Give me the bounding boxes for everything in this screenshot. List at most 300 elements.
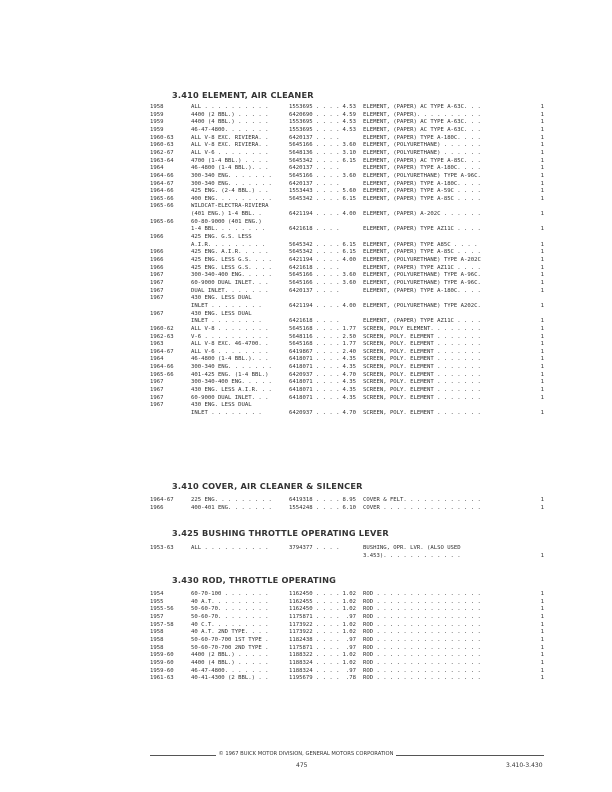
quantity-cell: 1 <box>540 157 544 164</box>
price-cell: 4.53 <box>342 104 356 110</box>
part-number-cell: 1188324 . . . . <box>289 667 340 674</box>
table-row <box>0 637 612 645</box>
year-cell: 1959-60 <box>150 659 174 666</box>
part-number-cell: 1188322 . . . . <box>289 652 340 659</box>
quantity-cell: 1 <box>540 165 544 172</box>
quantity-cell: 1 <box>540 142 544 149</box>
year-cell: 1955 <box>150 598 164 605</box>
year-cell: 1960-63 <box>150 134 174 141</box>
table-row <box>0 127 612 135</box>
quantity-cell: 1 <box>540 249 544 256</box>
table-row <box>0 211 612 219</box>
part-description-cell: COVER . . . . . . . . . . . . . . . <box>363 504 481 511</box>
year-cell: 1967 <box>150 379 164 386</box>
part-description-cell: ROD . . . . . . . . . . . . . . . . <box>363 598 481 605</box>
description-cell: 46-4800 (1-4 BBL.). . . <box>191 356 269 363</box>
part-number-cell: 1553695 . . . . <box>289 119 340 126</box>
table-row <box>0 326 612 334</box>
year-cell: 1967 <box>150 287 164 294</box>
part-description-cell: SCREEN, POLY. ELEMENT . . . . . . . <box>363 333 481 340</box>
year-cell: 1964-66 <box>150 188 174 195</box>
price-cell: .97 <box>345 636 356 643</box>
part-number-cell: 1173922 . . . . <box>289 629 340 636</box>
description-cell: ALL . . . . . . . . . . <box>191 104 269 110</box>
price-cell: 2.50 <box>342 333 356 340</box>
description-cell: 50-60-70. . . . . . . . <box>191 606 269 613</box>
description-cell: 4700 (1-4 BBL.) . . . . <box>191 157 269 164</box>
price-cell: 3.10 <box>342 149 356 156</box>
year-cell: 1966 <box>150 249 164 256</box>
part-number-cell: 5645342 . . . . <box>289 157 340 164</box>
part-number-cell: 5645342 . . . . <box>289 249 340 256</box>
table-row <box>0 165 612 173</box>
part-description-cell: ROD . . . . . . . . . . . . . . . . <box>363 629 481 636</box>
description-cell: 4400 (4 BBL.) . . . . . <box>191 659 269 666</box>
part-description-cell: ELEMENT, (PAPER) TYPE AZ11C . . . . <box>363 264 481 271</box>
price-cell: 4.00 <box>342 302 356 309</box>
price-cell: .97 <box>345 644 356 651</box>
year-cell: 1959-60 <box>150 652 174 659</box>
description-cell: ALL V-8 EXC. 46-4700. . <box>191 341 269 348</box>
quantity-cell: 1 <box>540 264 544 271</box>
part-description-cell: ROD . . . . . . . . . . . . . . . . <box>363 667 481 674</box>
description-cell: 40 C.T. . . . . . . . . <box>191 621 269 628</box>
description-cell: 1-4 BBL. . . . . . . . <box>191 226 266 233</box>
price-cell: 1.02 <box>342 606 356 613</box>
part-number-cell: 1188324 . . . . <box>289 659 340 666</box>
quantity-cell: 1 <box>540 211 544 218</box>
table-row <box>0 158 612 166</box>
part-number-cell: 5645342 . . . . <box>289 195 340 202</box>
year-cell: 1967 <box>150 387 164 394</box>
description-cell: 300-340 ENG. . . . . . . <box>191 180 272 187</box>
table-row <box>0 497 612 505</box>
table-row <box>0 652 612 660</box>
part-description-cell: ROD . . . . . . . . . . . . . . . . <box>363 644 481 651</box>
part-description-cell: ELEMENT, (PAPER) TYPE AZ11C . . . . <box>363 226 481 233</box>
price-cell: 4.00 <box>342 257 356 263</box>
description-cell: 430 ENG. LESS A.I.R. . . <box>191 387 272 394</box>
year-cell: 1959 <box>150 111 164 118</box>
quantity-cell: 1 <box>540 387 544 394</box>
year-cell: 1964-66 <box>150 364 174 371</box>
part-description-cell: ELEMENT, (POLYURETHANE) . . . . . . <box>363 149 481 156</box>
table-row <box>0 181 612 189</box>
table-row <box>0 591 612 599</box>
part-number-cell: 6418071 . . . . <box>289 387 340 394</box>
price-cell: 4.35 <box>342 356 356 363</box>
description-cell: 40 A.T. . . . . . . . . <box>191 598 269 605</box>
quantity-cell: 1 <box>540 659 544 666</box>
table-row <box>0 356 612 364</box>
year-cell: 1964-67 <box>150 348 174 355</box>
year-cell: 1966 <box>150 264 164 271</box>
part-number-cell: 6420137 . . . . <box>289 165 340 172</box>
description-cell: ALL V-8 . . . . . . . . <box>191 325 269 332</box>
description-cell: 50-60-70-700 2ND TYPE . <box>191 644 269 651</box>
quantity-cell: 1 <box>540 621 544 628</box>
year-cell: 1967 <box>150 295 164 302</box>
quantity-cell: 1 <box>540 552 544 559</box>
quantity-cell: 1 <box>540 348 544 355</box>
description-cell: 425 ENG. (2-4 BBL.) . . <box>191 188 269 195</box>
quantity-cell: 1 <box>540 613 544 620</box>
year-cell: 1967 <box>150 394 164 401</box>
part-description-cell: ROD . . . . . . . . . . . . . . . . <box>363 591 481 597</box>
quantity-cell: 1 <box>540 356 544 363</box>
quantity-cell: 1 <box>540 636 544 643</box>
part-description-cell: ELEMENT, (PAPER). . . . . . . . . . <box>363 111 481 118</box>
part-number-cell: 1195679 . . . . <box>289 675 340 682</box>
price-cell: 1.77 <box>342 325 356 332</box>
part-number-cell: 5645166 . . . . <box>289 172 340 179</box>
part-number-cell: 6418071 . . . . <box>289 394 340 401</box>
description-cell: ALL V-6 . . . . . . . . <box>191 348 269 355</box>
table-row <box>0 402 612 410</box>
description-cell: INLET . . . . . . . . <box>191 318 262 325</box>
price-cell: 4.00 <box>342 211 356 218</box>
table-row <box>0 272 612 280</box>
year-cell: 1966 <box>150 257 164 263</box>
price-cell: 3.60 <box>342 172 356 179</box>
part-number-cell: 5648116 . . . . <box>289 333 340 340</box>
part-number-cell: 6421194 . . . . <box>289 211 340 218</box>
description-cell: 50-60-70-700 1ST TYPE . <box>191 636 269 643</box>
year-cell: 1954 <box>150 591 164 597</box>
footer-copyright: © 1967 BUICK MOTOR DIVISION, GENERAL MOTORS CORPORATION <box>218 751 394 757</box>
price-cell: 4.53 <box>342 126 356 133</box>
quantity-cell: 1 <box>540 318 544 325</box>
quantity-cell: 1 <box>540 325 544 332</box>
quantity-cell: 1 <box>540 598 544 605</box>
year-cell: 1964-67 <box>150 497 174 503</box>
part-number-cell: 1162455 . . . . <box>289 598 340 605</box>
year-cell: 1958 <box>150 636 164 643</box>
part-description-cell: ELEMENT, (PAPER) TYPE A-59C . . . . <box>363 188 481 195</box>
description-cell: WILDCAT-ELECTRA-RIVIERA <box>191 203 269 210</box>
part-number-cell: 5645168 . . . . <box>289 341 340 348</box>
table-row <box>0 599 612 607</box>
part-description-cell: ELEMENT, (POLYURETHANE) TYPE A-96C. <box>363 272 481 279</box>
price-cell: 4.35 <box>342 387 356 394</box>
price-cell: 5.60 <box>342 188 356 195</box>
part-description-cell: SCREEN, POLY. ELEMENT . . . . . . . <box>363 394 481 401</box>
price-cell: 1.02 <box>342 659 356 666</box>
part-number-cell: 5645166 . . . . <box>289 272 340 279</box>
part-description-cell: ELEMENT, (PAPER) TYPE A-85C . . . . <box>363 249 481 256</box>
table-row <box>0 311 612 319</box>
quantity-cell: 1 <box>540 652 544 659</box>
quantity-cell: 1 <box>540 333 544 340</box>
table-row <box>0 614 612 622</box>
table-row <box>0 660 612 668</box>
price-cell: 1.02 <box>342 621 356 628</box>
quantity-cell: 1 <box>540 226 544 233</box>
table-row <box>0 234 612 242</box>
part-number-cell: 1553695 . . . . <box>289 126 340 133</box>
part-description-cell: ELEMENT, (PAPER) TYPE A-85C . . . . <box>363 195 481 202</box>
quantity-cell: 1 <box>540 134 544 141</box>
table-row <box>0 288 612 296</box>
quantity-cell: 1 <box>540 629 544 636</box>
part-description-cell: ROD . . . . . . . . . . . . . . . . <box>363 606 481 613</box>
part-description-cell: ELEMENT, (POLYURETHANE) TYPE A-96C. <box>363 279 481 286</box>
part-number-cell: 1162450 . . . . <box>289 591 340 597</box>
description-cell: A.I.R. . . . . . . . . <box>191 241 266 248</box>
price-cell: 1.02 <box>342 629 356 636</box>
year-cell: 1962-63 <box>150 333 174 340</box>
part-description-cell: ELEMENT, (POLYURETHANE) . . . . . . <box>363 142 481 149</box>
part-description-cell: SCREEN, POLY. ELEMENT . . . . . . . <box>363 379 481 386</box>
quantity-cell: 1 <box>540 126 544 133</box>
table-row <box>0 372 612 380</box>
part-number-cell: 6421194 . . . . <box>289 257 340 263</box>
part-description-cell: SCREEN, POLY. ELEMENT . . . . . . . <box>363 341 481 348</box>
table-row <box>0 545 612 553</box>
table-row <box>0 645 612 653</box>
description-cell: 46-4800 (1-4 BBL.). . . <box>191 165 269 172</box>
part-description-cell: ELEMENT, (PAPER) AC TYPE A-85C. . . <box>363 157 481 164</box>
quantity-cell: 1 <box>540 172 544 179</box>
part-description-cell: ROD . . . . . . . . . . . . . . . . <box>363 621 481 628</box>
year-cell: 1967 <box>150 279 164 286</box>
price-cell: .97 <box>345 667 356 674</box>
year-cell: 1957 <box>150 613 164 620</box>
part-number-cell: 6419867 . . . . <box>289 348 340 355</box>
year-cell: 1964-67 <box>150 180 174 187</box>
part-description-cell: ELEMENT, (PAPER) A-202C . . . . . . <box>363 211 481 218</box>
price-cell: 4.35 <box>342 394 356 401</box>
part-number-cell: 1175871 . . . . <box>289 644 340 651</box>
price-cell: 3.60 <box>342 279 356 286</box>
part-description-cell: ELEMENT, (PAPER) TYPE A85C . . . . <box>363 241 478 248</box>
price-cell: 6.15 <box>342 249 356 256</box>
description-cell: 225 ENG. . . . . . . . . <box>191 497 272 503</box>
description-cell: INLET . . . . . . . . <box>191 302 262 309</box>
quantity-cell: 1 <box>540 279 544 286</box>
table-row <box>0 188 612 196</box>
description-cell: 60-9000 DUAL INLET. . . <box>191 279 269 286</box>
price-cell: .97 <box>345 613 356 620</box>
price-cell: 4.53 <box>342 119 356 126</box>
description-cell: (401 ENG.) 1-4 BBL. . <box>191 211 262 218</box>
year-cell: 1958 <box>150 104 164 110</box>
table-row <box>0 219 612 227</box>
year-cell: 1963-64 <box>150 157 174 164</box>
part-number-cell: 6421194 . . . . <box>289 302 340 309</box>
description-cell: 40 A.T. 2ND TYPE. . . . <box>191 629 269 636</box>
page-number: 475 <box>296 762 308 769</box>
part-number-cell: 6420690 . . . . <box>289 111 340 118</box>
quantity-cell: 1 <box>540 104 544 110</box>
description-cell: 425 ENG. A.I.R. . . . . <box>191 249 269 256</box>
part-description-cell: ELEMENT, (POLYURETHANE) TYPE A-96C. <box>363 172 481 179</box>
price-cell: 4.35 <box>342 379 356 386</box>
quantity-cell: 1 <box>540 667 544 674</box>
part-description-cell: ROD . . . . . . . . . . . . . . . . <box>363 613 481 620</box>
table-row <box>0 242 612 250</box>
table-row <box>0 395 612 403</box>
quantity-cell: 1 <box>540 364 544 371</box>
part-description-cell: ROD . . . . . . . . . . . . . . . . <box>363 652 481 659</box>
quantity-cell: 1 <box>540 394 544 401</box>
table-row <box>0 173 612 181</box>
part-number-cell: 5645342 . . . . <box>289 241 340 248</box>
part-description-cell: SCREEN, POLY. ELEMENT . . . . . . . <box>363 348 481 355</box>
table-row <box>0 203 612 211</box>
part-description-cell: ELEMENT, (PAPER) AC TYPE A-63C. . . <box>363 126 481 133</box>
price-cell: 1.02 <box>342 652 356 659</box>
description-cell: V-6 . . . . . . . . . . <box>191 333 269 340</box>
part-description-cell: SCREEN, POLY. ELEMENT . . . . . . . <box>363 371 481 378</box>
year-cell: 1959 <box>150 126 164 133</box>
part-number-cell: 5645166 . . . . <box>289 142 340 149</box>
part-number-cell: 1553443 . . . . <box>289 188 340 195</box>
part-description-cell: COVER & FELT. . . . . . . . . . . . <box>363 497 481 503</box>
quantity-cell: 1 <box>540 504 544 511</box>
table-row <box>0 622 612 630</box>
description-cell: 60-9000 DUAL INLET. . . <box>191 394 269 401</box>
part-description-cell: ELEMENT, (PAPER) TYPE A-180C. . . . <box>363 134 481 141</box>
description-cell: 430 ENG. LESS DUAL <box>191 310 252 317</box>
year-cell: 1958 <box>150 644 164 651</box>
table-row <box>0 226 612 234</box>
price-cell: 6.10 <box>342 504 356 511</box>
description-cell: 40-41-4300 (2 BBL.) . . <box>191 675 269 682</box>
year-cell: 1953-63 <box>150 545 174 551</box>
description-cell: 430 ENG. LESS DUAL <box>191 295 252 302</box>
part-description-cell: ROD . . . . . . . . . . . . . . . . <box>363 675 481 682</box>
quantity-cell: 1 <box>540 272 544 279</box>
description-cell: 60-80-9000 (401 ENG.) <box>191 218 262 225</box>
quantity-cell: 1 <box>540 195 544 202</box>
description-cell: 4400 (4 BBL.) . . . . . <box>191 119 269 126</box>
part-description-cell: SCREEN, POLY. ELEMENT . . . . . . . <box>363 387 481 394</box>
price-cell: 6.15 <box>342 241 356 248</box>
table-row <box>0 410 612 418</box>
year-cell: 1959 <box>150 119 164 126</box>
price-cell: 4.59 <box>342 111 356 118</box>
description-cell: INLET . . . . . . . . <box>191 410 262 416</box>
quantity-cell: 1 <box>540 241 544 248</box>
table-row <box>0 668 612 676</box>
year-cell: 1967 <box>150 310 164 317</box>
quantity-cell: 1 <box>540 379 544 386</box>
part-number-cell: 1182438 . . . . <box>289 636 340 643</box>
description-cell: 300-340 ENG. . . . . . . <box>191 172 272 179</box>
year-cell: 1966 <box>150 504 164 511</box>
part-description-cell: ELEMENT, (PAPER) AC TYPE A-63C. . . <box>363 104 481 110</box>
price-cell: 1.02 <box>342 591 356 597</box>
part-description-cell: SCREEN, POLY. ELEMENT . . . . . . . <box>363 364 481 371</box>
year-cell: 1959-60 <box>150 667 174 674</box>
part-number-cell: 6420937 . . . . <box>289 371 340 378</box>
table-row <box>0 265 612 273</box>
table-row <box>0 334 612 342</box>
year-cell: 1965-66 <box>150 203 174 210</box>
part-number-cell: 1162450 . . . . <box>289 606 340 613</box>
description-cell: 4400 (2 BBL.) . . . . . <box>191 111 269 118</box>
page-section-range: 3.410-3.430 <box>506 762 543 769</box>
description-cell: DUAL INLET. . . . . . . <box>191 287 269 294</box>
year-cell: 1961-63 <box>150 675 174 682</box>
year-cell: 1960-62 <box>150 325 174 332</box>
table-row <box>0 505 612 513</box>
part-description-cell: SCREEN, POLY ELEMENT. . . . . . . . <box>363 325 481 332</box>
description-cell: 300-340-400 ENG. . . . . <box>191 272 272 279</box>
table-row <box>0 303 612 311</box>
part-number-cell: 1553695 . . . . <box>289 104 340 110</box>
table-row <box>0 295 612 303</box>
price-cell: .78 <box>345 675 356 682</box>
description-cell: 60-70-100 . . . . . . . <box>191 591 269 597</box>
part-description-cell: SCREEN, POLY. ELEMENT . . . . . . . <box>363 356 481 363</box>
description-cell: 401-425 ENG. (1-4 BBL.) <box>191 371 269 378</box>
part-description-cell: ELEMENT, (PAPER) TYPE A-180C. . . . <box>363 287 481 294</box>
year-cell: 1955-56 <box>150 606 174 613</box>
description-cell: 400 ENG. . . . . . . . . <box>191 195 272 202</box>
section-title: 3.410 ELEMENT, AIR CLEANER <box>172 90 314 100</box>
description-cell: 300-340-400 ENG. . . . . <box>191 379 272 386</box>
part-description-cell: SCREEN, POLY. ELEMENT . . . . . . . <box>363 410 481 416</box>
quantity-cell: 1 <box>540 410 544 416</box>
table-row <box>0 142 612 150</box>
part-description-cell: ELEMENT, (PAPER) TYPE AZ11C . . . . <box>363 318 481 325</box>
quantity-cell: 1 <box>540 287 544 294</box>
price-cell: 3.60 <box>342 142 356 149</box>
year-cell: 1965-66 <box>150 218 174 225</box>
description-cell: ALL V-6 . . . . . . . . <box>191 149 269 156</box>
section-title: 3.425 BUSHING THROTTLE OPERATING LEVER <box>172 528 389 538</box>
quantity-cell: 1 <box>540 111 544 118</box>
year-cell: 1967 <box>150 402 164 409</box>
part-number-cell: 6418071 . . . . <box>289 356 340 363</box>
table-row <box>0 280 612 288</box>
part-description-cell: ELEMENT, (PAPER) TYPE A-180C. . . . <box>363 180 481 187</box>
price-cell: 6.15 <box>342 195 356 202</box>
part-number-cell: 5645166 . . . . <box>289 279 340 286</box>
table-row <box>0 119 612 127</box>
table-row <box>0 629 612 637</box>
table-row <box>0 341 612 349</box>
part-description-cell: ROD . . . . . . . . . . . . . . . . <box>363 636 481 643</box>
quantity-cell: 1 <box>540 188 544 195</box>
part-number-cell: 1175871 . . . . <box>289 613 340 620</box>
description-cell: 46-47-4800. . . . . . . <box>191 667 269 674</box>
table-row <box>0 387 612 395</box>
price-cell: 6.15 <box>342 157 356 164</box>
section-title: 3.410 COVER, AIR CLEANER & SILENCER <box>172 481 363 491</box>
year-cell: 1964-66 <box>150 172 174 179</box>
part-number-cell: 6420137 . . . . <box>289 180 340 187</box>
part-number-cell: 6421618 . . . . <box>289 226 340 233</box>
price-cell: 8.95 <box>342 497 356 503</box>
description-cell: 425 ENG. LESS G.S. . . . <box>191 257 272 263</box>
part-number-cell: 6419318 . . . . <box>289 497 340 503</box>
table-row <box>0 196 612 204</box>
table-row <box>0 606 612 614</box>
description-cell: 4400 (2 BBL.) . . . . . <box>191 652 269 659</box>
quantity-cell: 1 <box>540 675 544 682</box>
table-row <box>0 112 612 120</box>
table-row <box>0 364 612 372</box>
section-title: 3.430 ROD, THROTTLE OPERATING <box>172 575 337 585</box>
part-description-cell: BUSHING, OPR. LVR. (ALSO USED <box>363 545 461 551</box>
table-row <box>0 349 612 357</box>
part-number-cell: 6420137 . . . . <box>289 134 340 141</box>
year-cell: 1964 <box>150 165 164 172</box>
year-cell: 1963 <box>150 341 164 348</box>
